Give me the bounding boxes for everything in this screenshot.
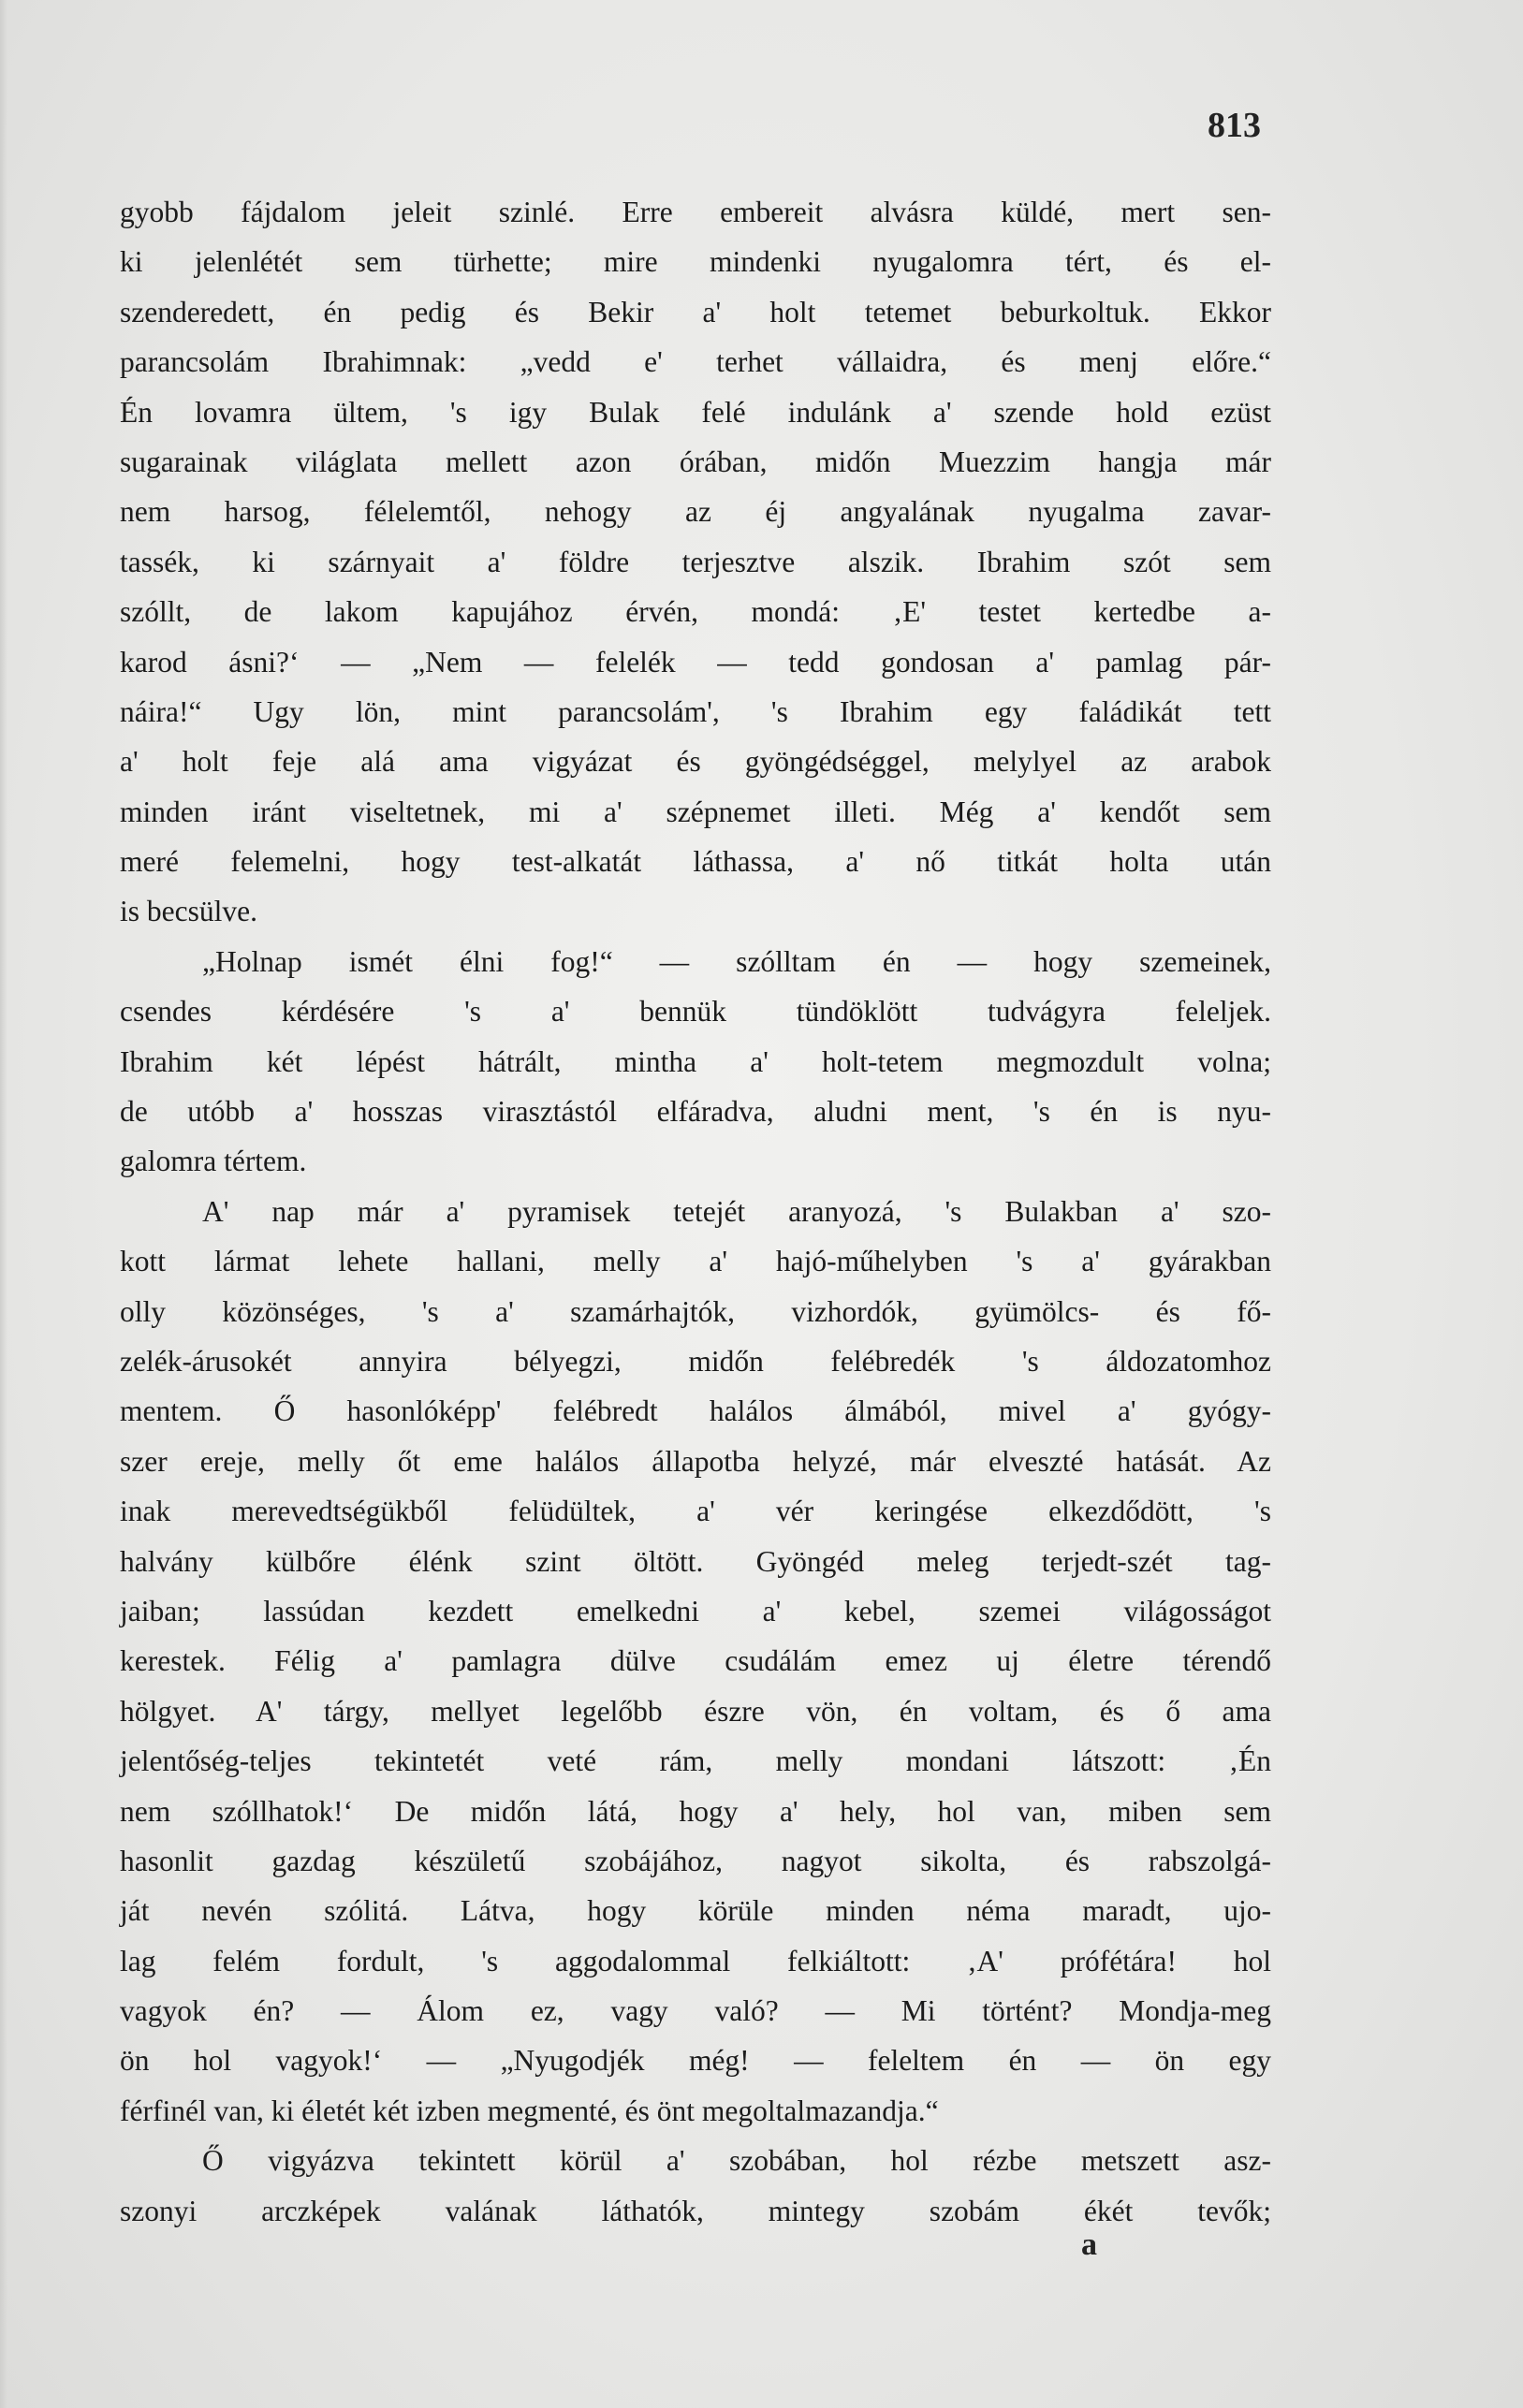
text-line: inak merevedtségükből felüdültek, a' vér keringése elkezdődött, 's bbox=[120, 1495, 1271, 1528]
text-line: mentem. Ő hasonlóképp' felébredt halálos álmából, mivel a' gyógy- bbox=[120, 1394, 1271, 1428]
paragraph-start-line: „Holnap ismét élni fog!“ — szólltam én — hogy szemeinek, bbox=[202, 944, 1271, 978]
text-line: szóllt, de lakom kapujához érvén, mondá: ‚E' testet kertedbe a- bbox=[120, 595, 1271, 629]
paragraph-end-line: galomra tértem. bbox=[120, 1145, 307, 1178]
text-line: hasonlit gazdag készületű szobájához, nagyot sikolta, és rabszolgá- bbox=[120, 1844, 1271, 1877]
text-line: jaiban; lassúdan kezdett emelkedni a' kebel, szemei világosságot bbox=[120, 1594, 1271, 1627]
text-line: sugarainak világlata mellett azon órában, midőn Muezzim hangja már bbox=[120, 445, 1271, 478]
text-line: jelentőség-teljes tekintetét veté rám, melly mondani látszott: ‚Én bbox=[120, 1744, 1271, 1778]
text-line: vagyok én? — Álom ez, vagy való? — Mi történt? Mondja-meg bbox=[120, 1994, 1271, 2028]
text-line: minden iránt viseltetnek, mi a' szépnemet illeti. Még a' kendőt sem bbox=[120, 795, 1271, 828]
text-line: kott lármat lehete hallani, melly a' hajó-műhelyben 's a' gyárakban bbox=[120, 1245, 1271, 1278]
text-line: nem szóllhatok!‘ De midőn látá, hogy a' hely, hol van, miben sem bbox=[120, 1794, 1271, 1828]
text-line: a' holt feje alá ama vigyázat és gyöngédséggel, melylyel az arabok bbox=[120, 745, 1271, 779]
catchword: a bbox=[1081, 2227, 1097, 2262]
text-line: karod ásni?‘ — „Nem — felelék — tedd gondosan a' pamlag pár- bbox=[120, 645, 1271, 679]
text-line: tassék, ki szárnyait a' földre terjesztve alszik. Ibrahim szót sem bbox=[120, 545, 1271, 578]
paragraph-start-line: A' nap már a' pyramisek tetejét aranyozá, 's Bulakban a' szo- bbox=[202, 1194, 1271, 1228]
text-line: gyobb fájdalom jeleit szinlé. Erre embereit alvásra küldé, mert sen- bbox=[120, 196, 1271, 228]
text-line: ön hol vagyok!‘ — „Nyugodjék még! — feleltem én — ön egy bbox=[120, 2044, 1271, 2078]
text-line: meré felemelni, hogy test-alkatát láthassa, a' nő titkát holta után bbox=[120, 845, 1271, 879]
text-line: Én lovamra ültem, 's igy Bulak felé indulánk a' szende hold ezüst bbox=[120, 395, 1271, 429]
text-line: olly közönséges, 's a' szamárhajtók, vizhordók, gyümölcs- és fő- bbox=[120, 1294, 1271, 1328]
text-line: kerestek. Félig a' pamlagra dülve csudálám emez uj életre térendő bbox=[120, 1644, 1271, 1678]
text-line: halvány külbőre élénk szint öltött. Gyöngéd meleg terjedt-szét tag- bbox=[120, 1544, 1271, 1578]
text-line: náira!“ Ugy lön, mint parancsolám', 's Ibrahim egy faládikát tett bbox=[120, 694, 1271, 728]
paragraph-start-line: Ő vigyázva tekintett körül a' szobában, hol rézbe metszett asz- bbox=[202, 2144, 1271, 2178]
text-line: nem harsog, félelemtől, nehogy az éj angyalának nyugalma zavar- bbox=[120, 495, 1271, 529]
text-line: szer ereje, melly őt eme halálos állapotba helyzé, már elveszté hatását. Az bbox=[120, 1444, 1271, 1478]
text-line: ki jelenlétét sem türhette; mire mindenki nyugalomra tért, és el- bbox=[120, 245, 1271, 279]
body-text bbox=[120, 187, 1271, 2236]
text-line: szenderedett, én pedig és Bekir a' holt tetemet beburkoltuk. Ekkor bbox=[120, 295, 1271, 328]
text-line: lag felém fordult, 's aggodalommal felkiáltott: ‚A' prófétára! hol bbox=[120, 1944, 1271, 1977]
page-number: 813 bbox=[1208, 106, 1261, 145]
text-line: szonyi arczképek valának láthatók, mintegy szobám ékét tevők; bbox=[120, 2194, 1271, 2227]
text-line: Ibrahim két lépést hátrált, mintha a' holt-tetem megmozdult volna; bbox=[120, 1044, 1271, 1078]
page-edge-shadow bbox=[0, 0, 7, 2408]
text-line: csendes kérdésére 's a' bennük tündöklött tudvágyra feleljek. bbox=[120, 995, 1271, 1029]
text-line: zelék-árusokét annyira bélyegzi, midőn felébredék 's áldozatomhoz bbox=[120, 1344, 1271, 1378]
paragraph-end-line: férfinél van, ki életét két izben megmenté, és önt megoltalmazandja.“ bbox=[120, 2094, 939, 2127]
text-line: hölgyet. A' tárgy, mellyet legelőbb észre vön, én voltam, és ő ama bbox=[120, 1694, 1271, 1728]
paragraph-end-line: is becsülve. bbox=[120, 895, 257, 928]
text-line: ját nevén szólitá. Látva, hogy körüle minden néma maradt, ujo- bbox=[120, 1894, 1271, 1928]
text-line: parancsolám Ibrahimnak: „vedd e' terhet vállaidra, és menj előre.“ bbox=[120, 345, 1271, 379]
text-line: de utóbb a' hosszas virasztástól elfáradva, aludni ment, 's én is nyu- bbox=[120, 1095, 1271, 1129]
